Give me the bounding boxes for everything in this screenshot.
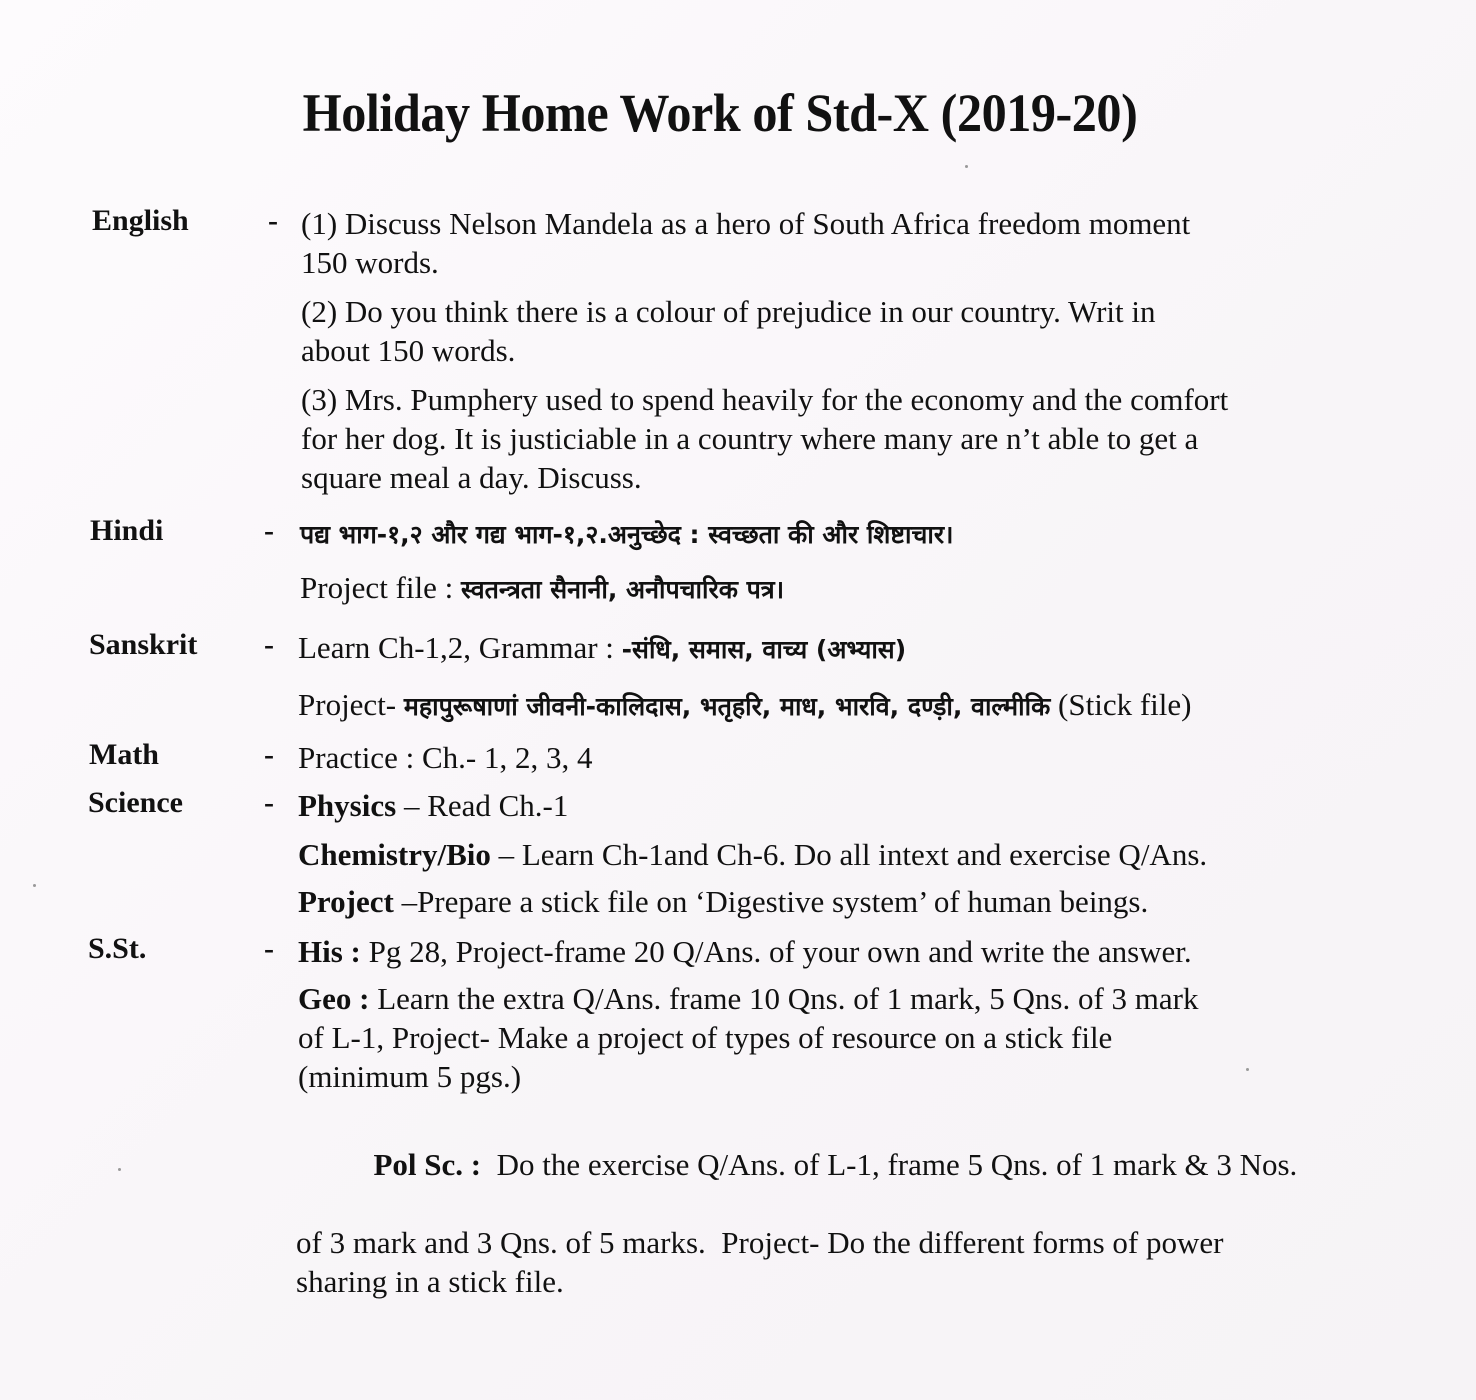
text-line: पद्य भाग-१,२ और गद्य भाग-१,२.अनुच्छेद : स्वच्छता की और शिष्टाचार। [300, 520, 954, 549]
subject-content [298, 738, 1358, 777]
text-line [298, 685, 1358, 726]
assignment-item [301, 204, 1361, 282]
scan-speck [1246, 1068, 1249, 1071]
text-line: square meal a day. Discuss. [301, 460, 642, 495]
dash: - [264, 738, 274, 771]
subject-label: Science [88, 786, 183, 819]
text-line [298, 932, 1358, 971]
text-line: (minimum 5 pgs.) [298, 1059, 522, 1094]
subject-content [301, 204, 1361, 507]
text-span: Pg 28, Project-frame 20 Q/Ans. of your own and write the answer. [360, 934, 1192, 969]
dash: - [264, 514, 274, 547]
bold-label: Physics [298, 788, 397, 823]
subject-label: Sanskrit [89, 628, 198, 661]
text-span: – Learn Ch-1and Ch-6. Do all intext and exercise Q/Ans. [490, 837, 1208, 872]
text-line [298, 835, 1358, 874]
page-title: Holiday Home Work of Std-X (2019-20) [302, 83, 1138, 143]
dash: - [268, 204, 278, 237]
text-line [298, 979, 1358, 1018]
text-line: (2) Do you think there is a colour of prejudice in our country. Writ in [301, 294, 1156, 329]
bold-label: His : [298, 934, 361, 969]
text-span: Learn Ch-1,2, Grammar : [298, 630, 622, 665]
text-line: sharing in a stick file. [296, 1264, 564, 1299]
subject-content [298, 786, 1358, 921]
dash: - [264, 786, 274, 819]
subject-content [298, 628, 1358, 726]
text-line: (1) Discuss Nelson Mandela as a hero of South Africa freedom moment [301, 206, 1191, 241]
text-span: (Stick file) [1050, 687, 1192, 722]
text-span: Do the exercise Q/Ans. of L-1, frame 5 Qns. of 1 mark & 3 Nos. [481, 1147, 1298, 1182]
scan-speck [118, 1168, 121, 1171]
subject-label: Hindi [90, 514, 164, 547]
text-line [296, 1106, 1358, 1223]
assignment-item [301, 292, 1361, 370]
text-line: for her dog. It is justiciable in a country where many are n’t able to get a [301, 421, 1199, 456]
bold-label: Geo : [298, 981, 370, 1016]
subject-label: English [92, 204, 189, 237]
assignment-item [296, 1106, 1358, 1301]
text-span: महापुरूषाणां जीवनी-कालिदास, भतृहरि, माध, भारवि, दण्ड़ी, वाल्मीकि [403, 692, 1051, 721]
text-span: – Read Ch.-1 [396, 788, 569, 823]
subject-label: Math [89, 738, 159, 771]
text-line: 150 words. [301, 245, 439, 280]
text-line: about 150 words. [301, 333, 516, 368]
bold-label: Project [298, 884, 394, 919]
scan-speck [965, 165, 968, 168]
bold-label: Pol Sc. : [373, 1147, 482, 1182]
bold-label: Chemistry/Bio [298, 837, 491, 872]
text-span: Project- [298, 687, 404, 722]
text-span: -संधि, समास, वाच्य (अभ्यास) [621, 635, 907, 664]
text-span: Project file : [300, 570, 461, 605]
subject-label: S.St. [88, 932, 147, 965]
text-line: (3) Mrs. Pumphery used to spend heavily for the economy and the comfort [301, 382, 1229, 417]
text-line [300, 568, 1360, 609]
text-span: –Prepare a stick file on ‘Digestive system’ of human beings. [393, 884, 1149, 919]
dash: - [264, 628, 274, 661]
text-line [298, 628, 1358, 669]
scan-speck [33, 884, 36, 887]
text-span: Learn the extra Q/Ans. frame 10 Qns. of 1 mark, 5 Qns. of 3 mark [369, 981, 1199, 1016]
text-line [298, 786, 1358, 825]
text-line: of 3 mark and 3 Qns. of 5 marks. Project- Do the different forms of power [296, 1225, 1224, 1260]
text-span: स्वतन्त्रता सैनानी, अनौपचारिक पत्र। [460, 575, 785, 604]
subject-content [300, 514, 1360, 609]
assignment-item [301, 380, 1361, 497]
text-line [298, 882, 1358, 921]
subject-content [298, 932, 1358, 1311]
dash: - [264, 932, 274, 965]
text-line: Practice : Ch.- 1, 2, 3, 4 [298, 740, 593, 775]
assignment-item [298, 979, 1358, 1096]
text-line: of L-1, Project- Make a project of types of resource on a stick file [298, 1020, 1113, 1055]
